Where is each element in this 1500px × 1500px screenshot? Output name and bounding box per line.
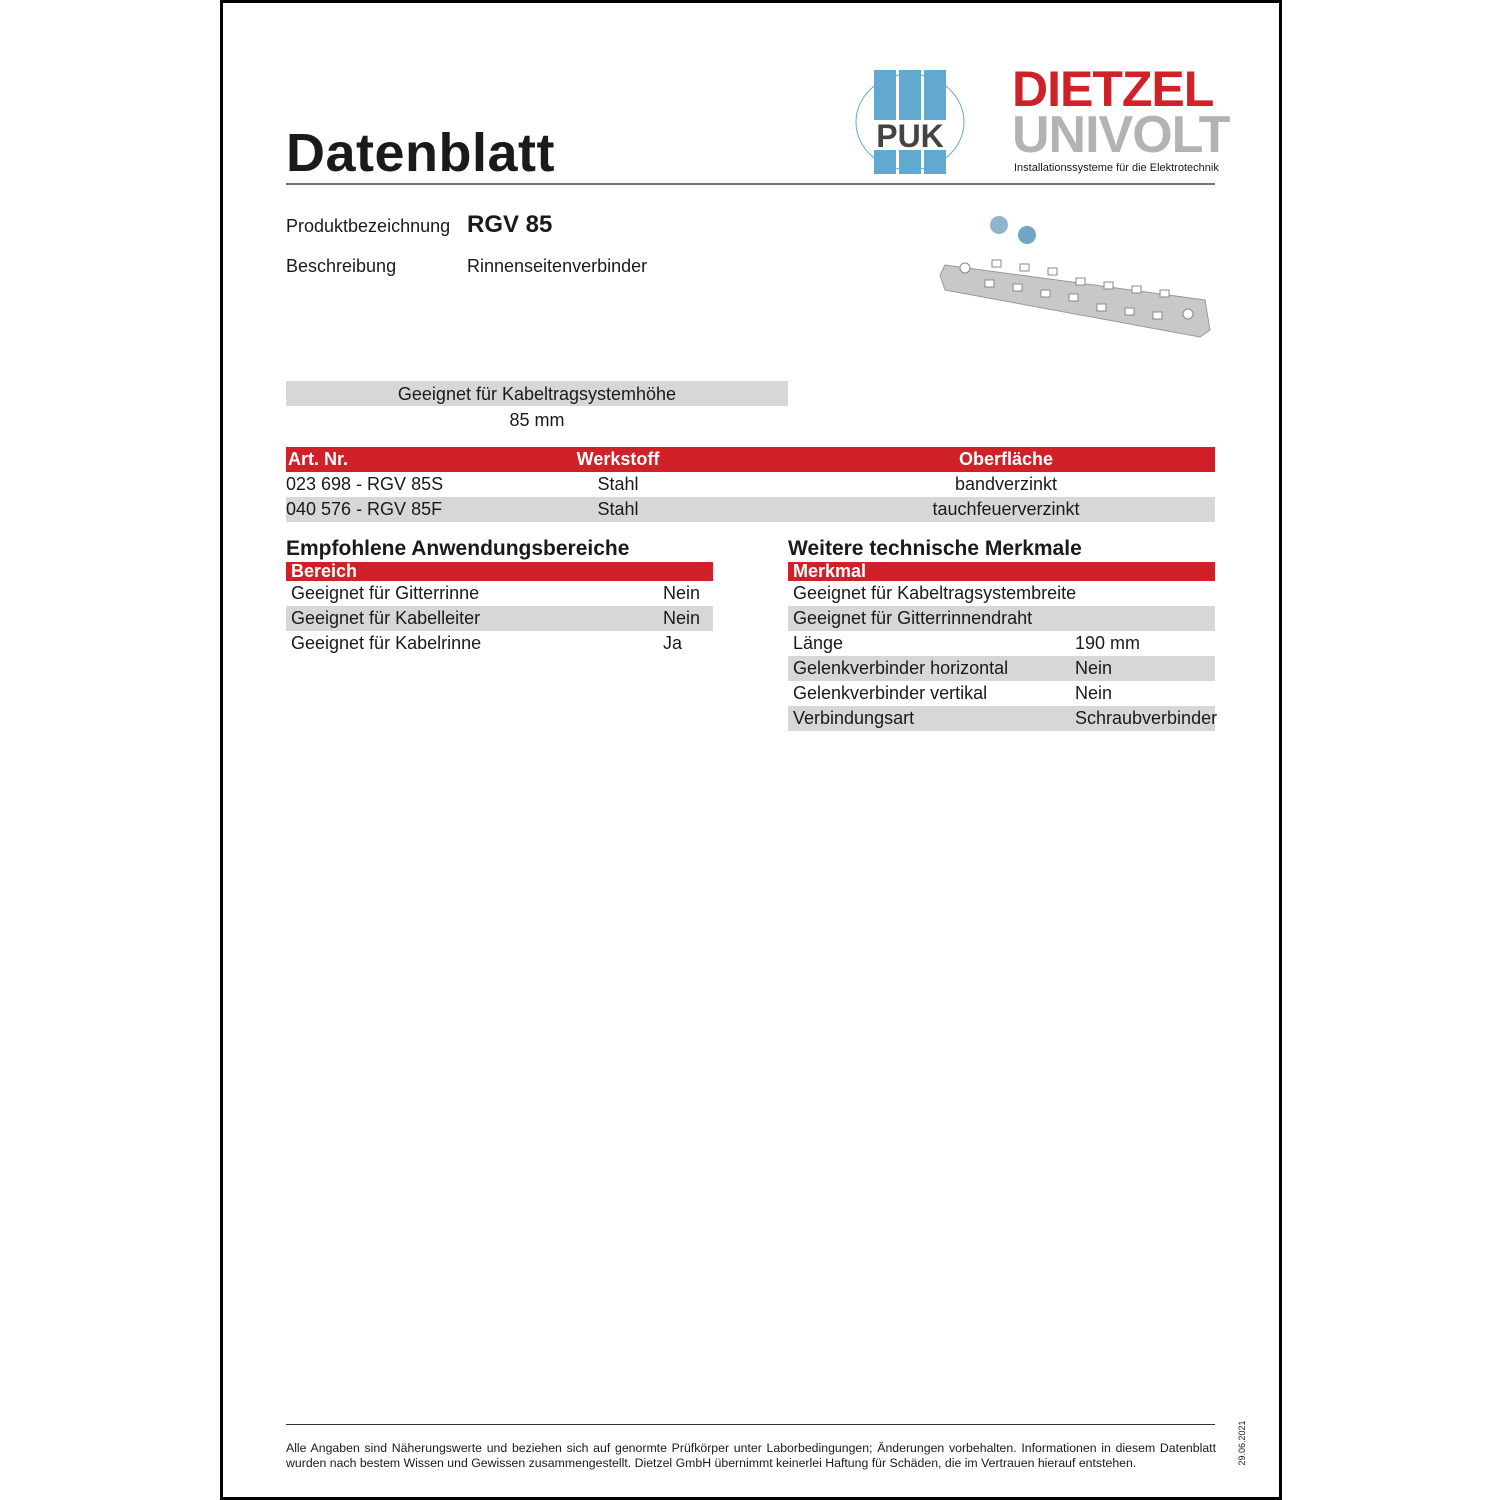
usage-value: Ja (663, 633, 683, 653)
werkstoff-value: Stahl (597, 499, 639, 519)
univolt-logo: UNIVOLT (1012, 106, 1230, 164)
feature-label: Länge (793, 633, 844, 653)
usage-label: Geeignet für Kabelleiter (291, 608, 481, 628)
features-header (788, 562, 1215, 581)
oberflaeche-value: tauchfeuerverzinkt (932, 499, 1080, 519)
table-row (788, 631, 1215, 656)
werkstoff-value: Stahl (597, 474, 639, 494)
product-name: RGV 85 (467, 211, 553, 238)
usage-value: Nein (663, 608, 701, 628)
puk-logo (855, 68, 967, 178)
description-label: Beschreibung (286, 256, 397, 276)
feature-label: Gelenkverbinder horizontal (793, 658, 1009, 678)
table-row (788, 706, 1218, 731)
feature-value: Nein (1075, 658, 1113, 678)
page-title: Datenblatt (286, 123, 556, 183)
table-row (788, 656, 1215, 681)
height-value: 85 mm (509, 410, 565, 430)
usage-value: Nein (663, 583, 701, 603)
table-row (788, 581, 1215, 606)
col-art-nr: Art. Nr. (288, 449, 349, 469)
table-row (286, 497, 1215, 522)
usage-header (286, 562, 713, 581)
feature-label: Gelenkverbinder vertikal (793, 683, 988, 703)
features-title: Weitere technische Merkmale (788, 537, 1082, 560)
col-werkstoff-label: Werkstoff (576, 449, 660, 469)
feature-label: Geeignet für Kabeltragsystembreite (793, 583, 1077, 603)
table-row (286, 631, 713, 656)
table-row (286, 606, 713, 631)
height-label: Geeignet für Kabeltragsystemhöhe (286, 381, 788, 406)
product-name-label: Produktbezeichnung (286, 216, 451, 236)
table-row (788, 681, 1215, 706)
oberflaeche-value: bandverzinkt (954, 474, 1058, 494)
product-image (935, 205, 1220, 345)
usage-title: Empfohlene Anwendungsbereiche (286, 537, 630, 560)
table-row (286, 581, 713, 606)
dietzel-logo: DIETZEL (1012, 61, 1214, 117)
disclaimer: Alle Angaben sind Näherungswerte und beziehen sich auf genormte Prüfkörper unter Laborbedingungen; Änderungen vorbehalten. Informationen in diesem Datenblatt wurden nach bestem Wissen und Gewissen zusammengestellt. Dietzel GmbH übernimmt keinerlei Haftung für Schäden, die im Vertrauen hierauf entstehen. (286, 1441, 1216, 1470)
usage-header-label: Bereich (291, 561, 358, 581)
feature-value: 190 mm (1075, 633, 1141, 653)
table-row (788, 606, 1215, 631)
art-nr: 023 698 - RGV 85S (286, 474, 444, 494)
tagline: Installationssysteme für die Elektrotechnik (1014, 162, 1219, 174)
footer-divider (286, 1424, 1215, 1425)
svg-text:PUK: PUK (876, 118, 944, 154)
usage-label: Geeignet für Kabelrinne (291, 633, 482, 653)
description: Rinnenseitenverbinder (467, 256, 648, 276)
feature-value: Schraubverbinder (1075, 708, 1218, 728)
articles-header (286, 447, 1215, 472)
table-row (286, 472, 1215, 497)
feature-value: Nein (1075, 683, 1113, 703)
date: 29.06.2021 (1237, 1420, 1247, 1466)
art-nr: 040 576 - RGV 85F (286, 499, 443, 519)
header-divider (286, 183, 1215, 185)
usage-label: Geeignet für Gitterrinne (291, 583, 480, 603)
features-header-label: Merkmal (793, 561, 867, 581)
feature-label: Geeignet für Gitterrinnendraht (793, 608, 1033, 628)
col-oberflaeche-label: Oberfläche (958, 449, 1054, 469)
feature-label: Verbindungsart (793, 708, 915, 728)
